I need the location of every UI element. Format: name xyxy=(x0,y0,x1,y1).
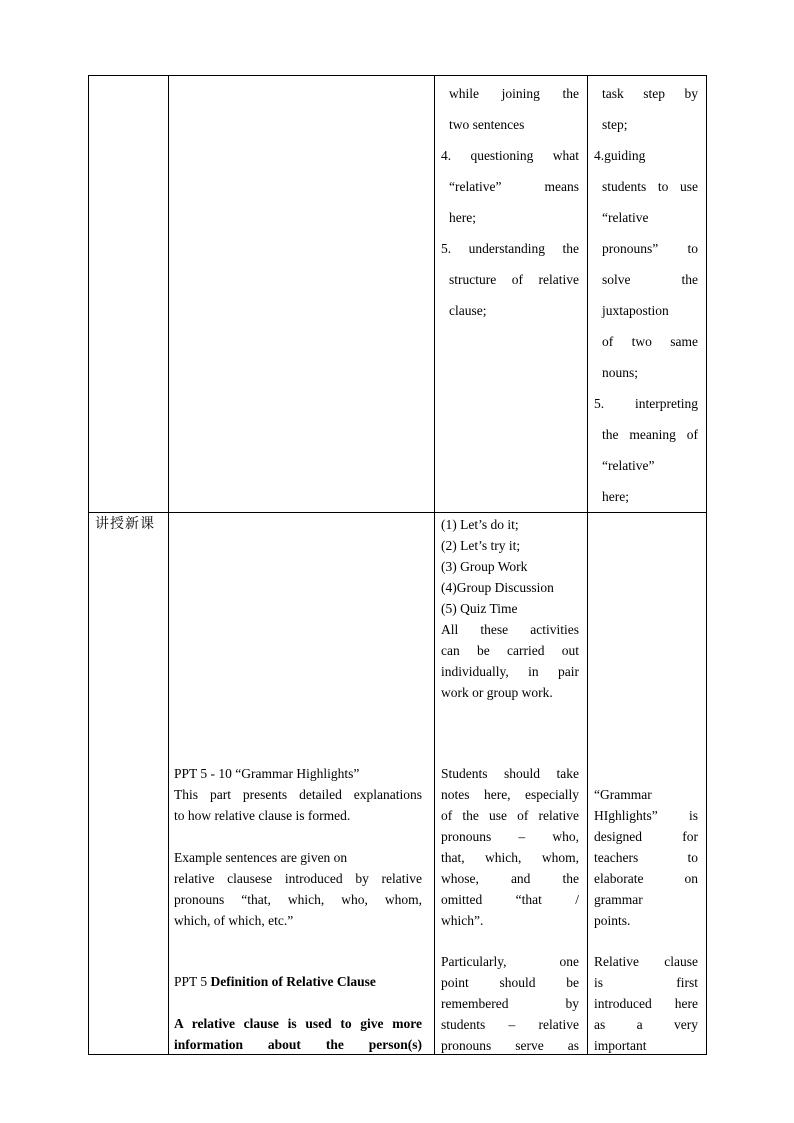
row2-col1-cell xyxy=(89,513,168,1054)
text-line: structure of relative xyxy=(449,272,579,287)
example-sentences-block xyxy=(174,847,422,931)
text-line: 5. understanding the xyxy=(441,241,579,256)
text-line: remembered by xyxy=(441,996,579,1011)
text-line: information about the person(s) xyxy=(174,1037,422,1052)
design-purpose-text xyxy=(594,78,698,512)
text-line: “relative” xyxy=(602,458,655,473)
text-line: here; xyxy=(449,210,476,225)
text-line: Example sentences are given on xyxy=(174,850,348,865)
text-line: clause; xyxy=(449,303,487,318)
activities-list xyxy=(441,514,579,619)
grammar-purpose-block xyxy=(594,784,698,931)
row2-col4-cell xyxy=(588,513,706,1054)
text-line: work or group work. xyxy=(441,685,553,700)
text-line: (1) Let’s do it; xyxy=(441,517,519,532)
text-line: “relative xyxy=(602,210,649,225)
student-notes-block xyxy=(441,763,579,931)
grammar-highlights-block xyxy=(174,763,422,826)
text-line: of the use of relative xyxy=(441,808,579,823)
definition-prefix: PPT 5 xyxy=(174,974,211,989)
text-line: step; xyxy=(602,117,628,132)
text-line: is first xyxy=(594,975,698,990)
text-line: the meaning of xyxy=(602,427,698,442)
table-border-bottom xyxy=(88,1054,707,1055)
text-line: relative clausese introduced by relative xyxy=(174,871,422,886)
row1-col3-cell xyxy=(435,76,587,512)
text-line: points. xyxy=(594,913,631,928)
text-line: grammar xyxy=(594,892,643,907)
text-line: which, of which, etc.” xyxy=(174,913,294,928)
text-line: task step by xyxy=(602,86,698,101)
text-line: Students should take xyxy=(441,766,579,781)
text-line: juxtapostion xyxy=(602,303,669,318)
text-line: (2) Let’s try it; xyxy=(441,538,521,553)
text-line: nouns; xyxy=(602,365,639,380)
text-line: solve the xyxy=(602,272,698,287)
text-line: while joining the xyxy=(449,86,579,101)
text-line: teachers to xyxy=(594,850,698,865)
text-line: Relative clause xyxy=(594,954,698,969)
teacher-activity-text xyxy=(441,78,579,326)
text-line: “Grammar xyxy=(594,787,652,802)
text-line: 5. interpreting xyxy=(594,396,698,411)
relative-clause-purpose-block xyxy=(594,951,698,1054)
text-line: students – relative xyxy=(441,1017,579,1032)
definition-heading xyxy=(174,971,422,992)
activities-note xyxy=(441,619,579,703)
text-line: (5) Quiz Time xyxy=(441,601,518,616)
text-line: A relative clause is used to give more xyxy=(174,1016,422,1031)
text-line: important xyxy=(594,1038,647,1053)
text-line: “relative” means xyxy=(449,179,579,194)
text-line: pronouns – who, xyxy=(441,829,579,844)
text-line: individually, in pair xyxy=(441,664,579,679)
text-line: pronouns” to xyxy=(602,241,698,256)
text-line: can be carried out xyxy=(441,643,579,658)
text-line: (3) Group Work xyxy=(441,559,528,574)
row1-col4-cell xyxy=(588,76,706,512)
text-line: pronouns “that, which, who, whom, xyxy=(174,892,422,907)
definition-title: Definition of Relative Clause xyxy=(210,974,376,989)
text-line: point should be xyxy=(441,975,579,990)
row2-col3-cell xyxy=(435,513,587,1054)
text-line: which”. xyxy=(441,913,484,928)
text-line: two sentences xyxy=(449,117,525,132)
text-line: students to use xyxy=(602,179,698,194)
text-line: as a very xyxy=(594,1017,698,1032)
text-line: (4)Group Discussion xyxy=(441,580,554,595)
text-line: elaborate on xyxy=(594,871,698,886)
row2-col2-cell xyxy=(169,513,434,1054)
section-label: 讲授新课 xyxy=(95,516,155,532)
text-line: designed for xyxy=(594,829,698,844)
text-line: HIghlights” is xyxy=(594,808,698,823)
text-line: introduced here xyxy=(594,996,698,1011)
text-line: to how relative clause is formed. xyxy=(174,808,351,823)
text-line: 4.guiding xyxy=(594,148,646,163)
particular-point-block xyxy=(441,951,579,1054)
text-line: whose, and the xyxy=(441,871,579,886)
text-line: pronouns serve as xyxy=(441,1038,579,1053)
text-line: 4. questioning what xyxy=(441,148,579,163)
definition-body xyxy=(174,1013,422,1054)
text-line: Particularly, one xyxy=(441,954,579,969)
text-line: notes here, especially xyxy=(441,787,579,802)
text-line: omitted “that / xyxy=(441,892,579,907)
text-line: All these activities xyxy=(441,622,579,637)
text-line: of two same xyxy=(602,334,698,349)
lesson-plan-table xyxy=(88,75,707,1055)
table-border-right xyxy=(706,75,707,1055)
text-line: that, which, whom, xyxy=(441,850,579,865)
text-line: here; xyxy=(602,489,629,504)
text-line: This part presents detailed explanations xyxy=(174,787,422,802)
text-line: PPT 5 - 10 “Grammar Highlights” xyxy=(174,766,360,781)
